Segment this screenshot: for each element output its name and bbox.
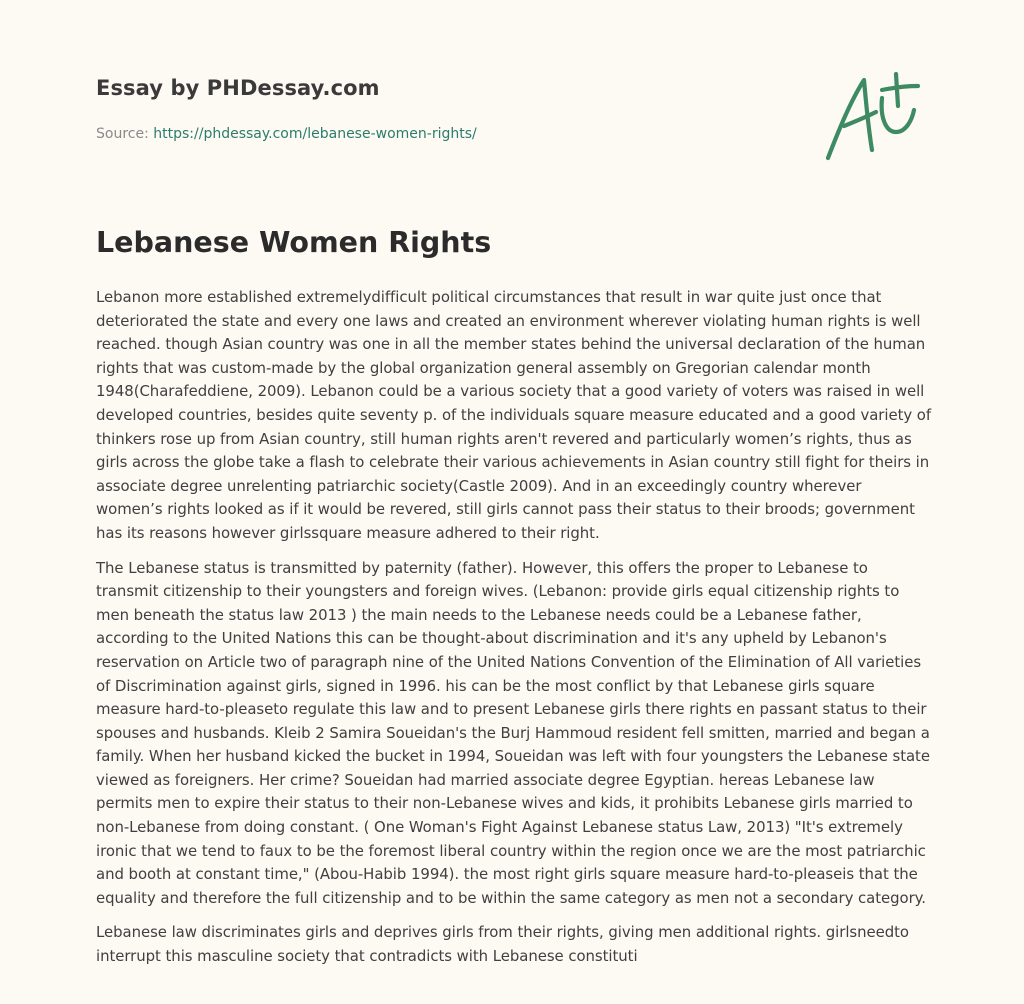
essay-title: Lebanese Women Rights	[96, 226, 492, 259]
essay-body	[96, 286, 932, 980]
essay-paragraph: Lebanese law discriminates girls and deprives girls from their rights, giving men additional rights. girlsneedto interrupt this masculine society that contradicts with Lebanese constituti	[96, 923, 909, 966]
a-plus-grade-icon	[820, 66, 930, 166]
source-label: Source:	[96, 126, 154, 142]
essay-header	[96, 76, 796, 142]
site-title: Essay by PHDessay.com	[96, 76, 380, 100]
source-link[interactable]: https://phdessay.com/lebanese-women-rights/	[153, 126, 477, 142]
essay-paragraph: The Lebanese status is transmitted by paternity (father). However, this offers the proper to Lebanese to transmit citizenship to their youngsters and foreign wives. (Lebanon: provide girls equal citizenship rights to men beneath the status law 2013 ) the main needs to the Lebanese needs could be a Lebanese father, according to the United Nations this can be thought-about discrimination and it's any upheld by Lebanon's reservation on Article two of paragraph nine of the United Nations Convention of the Elimination of All varieties of Discrimination against girls, signed in 1996. his can be the most conflict by that Lebanese girls square measure hard-to-pleaseto regulate this law and to present Lebanese girls there rights en passant status to their spouses and husbands. Kleib 2 Samira Soueidan's the Burj Hammoud resident fell smitten, married and began a family. When her husband kicked the bucket in 1994, Soueidan was left with four youngsters the Lebanese state viewed as foreigners. Her crime? Soueidan had married associate degree Egyptian. hereas Lebanese law permits men to expire their status to their non-Lebanese wives and kids, it prohibits Lebanese girls married to non-Lebanese from doing constant. ( One Woman's Fight Against Lebanese status Law, 2013) "It's extremely ironic that we tend to faux to be the foremost liberal country within the region once we are the most patriarchic and booth at constant time," (Abou-Habib 1994). the most right girls square measure hard-to-pleaseis that the equality and therefore the full citizenship and to be within the same category as men not a secondary category.	[96, 558, 930, 907]
source-line	[96, 126, 796, 142]
essay-paragraph: Lebanon more established extremelydifficult political circumstances that result in war quite just once that deteriorated the state and every one laws and created an environment wherever violating human rights is well reached. though Asian country was one in all the member states behind the universal declaration of the human rights that was custom-made by the global organization general assembly on Gregorian calendar month 1948(Charafeddiene, 2009). Lebanon could be a various society that a good variety of voters was raised in well developed countries, besides quite seventy p. of the individuals square measure educated and a good variety of thinkers rose up from Asian country, still human rights aren't revered and particularly women’s rights, thus as girls across the globe take a flash to celebrate their various achievements in Asian country still fight for theirs in associate degree unrelenting patriarchic society(Castle 2009). And in an exceedingly country wherever women’s rights looked as if it would be revered, still girls cannot pass their status to their broods; government has its reasons however girlssquare measure adhered to their right.	[96, 288, 932, 542]
